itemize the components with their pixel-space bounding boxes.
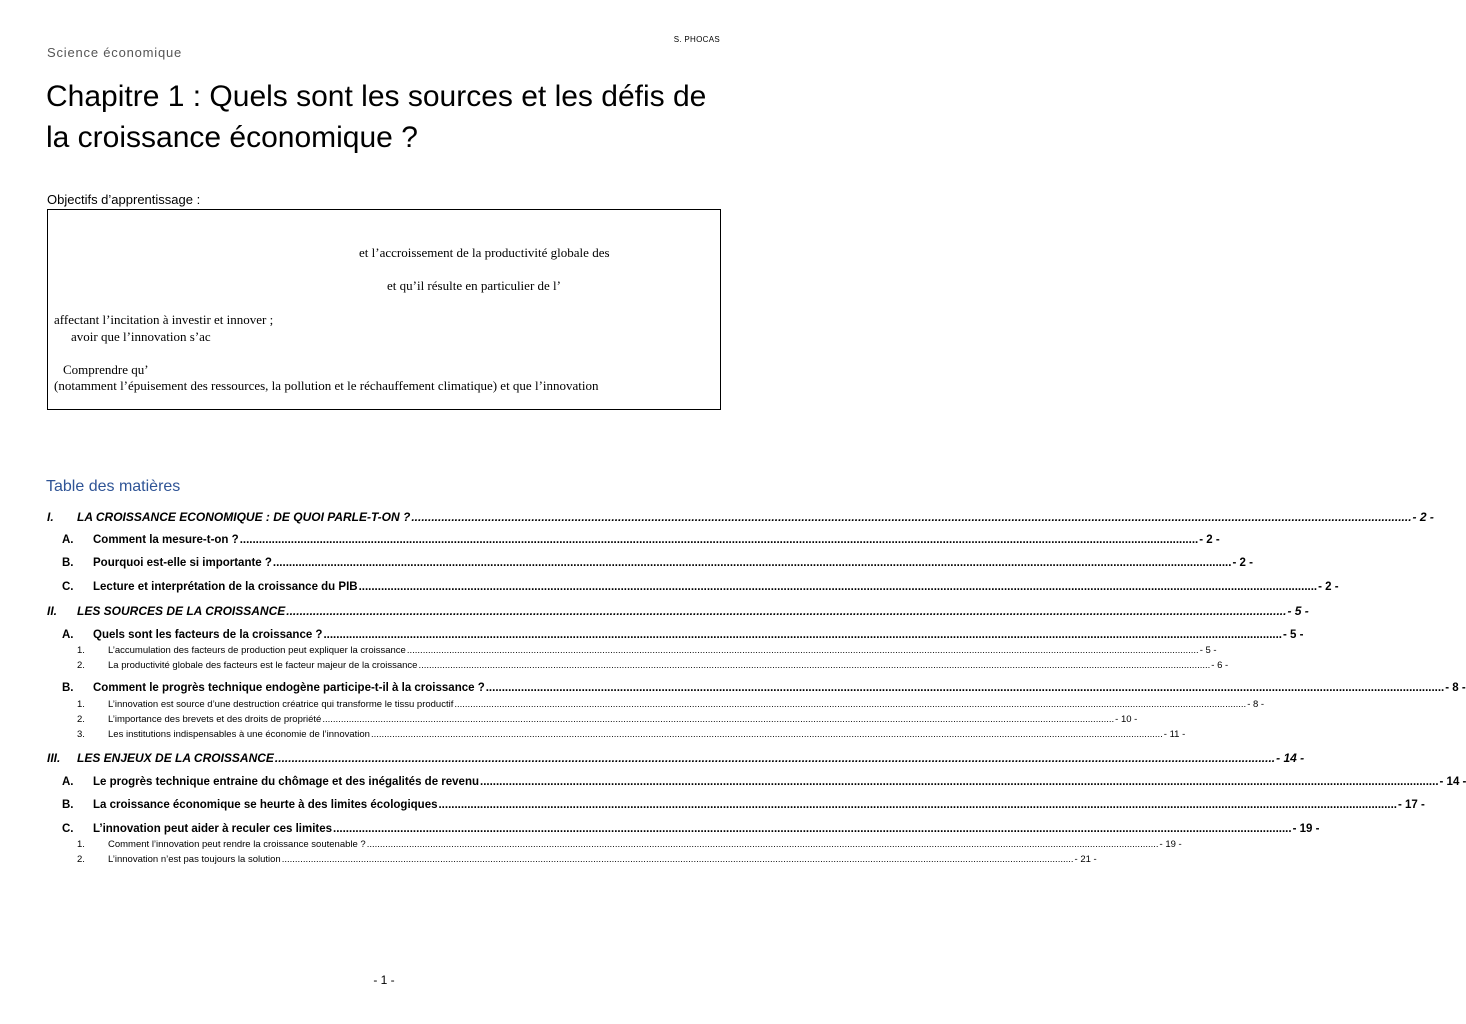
toc-entry-number: III. — [47, 751, 61, 765]
toc-entry[interactable] — [47, 604, 1309, 618]
toc-entry-text: L’innovation peut aider à reculer ces limites — [93, 823, 333, 835]
toc-entry[interactable] — [47, 629, 1304, 641]
toc-leader-dots: ............................................................................................................................................................................................................................................................................................................ — [485, 682, 1445, 694]
toc-entry-number: A. — [62, 629, 74, 641]
toc-entry-page: - 2 - — [1232, 557, 1253, 569]
toc-entry-number: 1. — [77, 839, 85, 850]
toc-entry-text: Les institutions indispensables à une économie de l’innovation — [108, 729, 370, 740]
toc-leader-dots: ............................................................................................................................................................................................................................................................................................................ — [454, 699, 1247, 710]
toc-leader-dots: ............................................................................................................................................................................................................................................................................................................ — [480, 776, 1439, 788]
toc-entry-text: Quels sont les facteurs de la croissance ? — [93, 629, 323, 641]
objectives-box — [47, 209, 721, 410]
toc-entry-page: - 11 - — [1163, 729, 1186, 740]
toc-entry-text: LES ENJEUX DE LA CROISSANCE — [77, 751, 274, 765]
toc-entry-text: L’innovation est source d’une destruction créatrice qui transforme le tissu productif — [108, 699, 454, 710]
toc-entry-text: L’accumulation des facteurs de production peut expliquer la croissance — [108, 645, 406, 656]
toc-entry-page: - 2 - — [1412, 510, 1434, 524]
toc-leader-dots: ............................................................................................................................................................................................................................................................................................................ — [274, 751, 1276, 765]
toc-leader-dots: ............................................................................................................................................................................................................................................................................................................ — [406, 645, 1199, 656]
page-number: - 1 - — [373, 973, 395, 987]
toc-entry-text: La croissance économique se heurte à des limites écologiques — [93, 799, 438, 811]
toc-entry-page: - 14 - — [1439, 776, 1466, 788]
objectives-label: Objectifs d’apprentissage : — [47, 192, 201, 207]
toc-entry[interactable] — [47, 823, 1320, 835]
toc-entry[interactable] — [47, 581, 1339, 593]
toc-entry-number: A. — [62, 776, 74, 788]
toc-entry-text: Lecture et interprétation de la croissance du PIB — [93, 581, 358, 593]
toc-leader-dots: ............................................................................................................................................................................................................................................................................................................ — [323, 629, 1282, 641]
toc-entry-page: - 2 - — [1199, 534, 1220, 546]
toc-leader-dots: ............................................................................................................................................................................................................................................................................................................ — [322, 714, 1115, 725]
toc-entry-page: - 17 - — [1398, 799, 1425, 811]
toc-entry-number: 3. — [77, 729, 85, 740]
toc-entry-number: C. — [62, 581, 74, 593]
toc-leader-dots: ............................................................................................................................................................................................................................................................................................................ — [411, 510, 1412, 524]
toc-entry-text: Pourquoi est-elle si importante ? — [93, 557, 272, 569]
toc-leader-dots: ............................................................................................................................................................................................................................................................................................................ — [370, 729, 1163, 740]
toc-entry[interactable] — [47, 699, 1265, 710]
toc-entry-number: 2. — [77, 660, 85, 671]
toc-entry[interactable] — [47, 534, 1220, 546]
toc-entry-text: Comment l’innovation peut rendre la croissance soutenable ? — [108, 839, 366, 850]
toc-leader-dots: ............................................................................................................................................................................................................................................................................................................ — [239, 534, 1199, 546]
toc-leader-dots: ............................................................................................................................................................................................................................................................................................................ — [366, 839, 1159, 850]
objective-line: et l’accroissement de la productivité globale des — [359, 245, 610, 260]
toc-entry-text: Comment le progrès technique endogène participe-t-il à la croissance ? — [93, 682, 485, 694]
toc-entry-text: LA CROISSANCE ECONOMIQUE : DE QUOI PARLE-T-ON ? — [77, 510, 411, 524]
toc-entry-page: - 14 - — [1276, 751, 1305, 765]
toc-entry-page: - 19 - — [1159, 839, 1182, 850]
objective-line: Comprendre qu’ — [63, 362, 149, 377]
subject-label: Science économique — [47, 45, 183, 60]
toc-leader-dots: ............................................................................................................................................................................................................................................................................................................ — [438, 799, 1398, 811]
author-header: S. PHOCAS — [673, 35, 720, 44]
toc-entry-number: I. — [47, 510, 54, 524]
toc-entry-text: La productivité globale des facteurs est le facteur majeur de la croissance — [108, 660, 418, 671]
toc-entry-text: Le progrès technique entraine du chômage et des inégalités de revenu — [93, 776, 479, 788]
toc-entry-number: 2. — [77, 854, 85, 865]
toc-entry-number: B. — [62, 682, 74, 694]
toc-entry-number: C. — [62, 823, 74, 835]
toc-entry[interactable] — [47, 510, 1434, 524]
toc-entry-text: L’innovation n’est pas toujours la solution — [108, 854, 281, 865]
toc-entry-page: - 5 - — [1199, 645, 1217, 656]
toc-leader-dots: ............................................................................................................................................................................................................................................................................................................ — [286, 604, 1287, 618]
toc-entry[interactable] — [47, 714, 1138, 725]
objective-line: (notamment l’épuisement des ressources, la pollution et le réchauffement climatique) et que l’innovation — [54, 378, 599, 393]
toc-entry-number: 1. — [77, 699, 85, 710]
toc-entry-page: - 19 - — [1292, 823, 1320, 835]
toc-entry-number: II. — [47, 604, 58, 618]
toc-entry-text: LES SOURCES DE LA CROISSANCE — [77, 604, 286, 618]
toc-entry[interactable] — [47, 682, 1466, 694]
toc-entry[interactable] — [47, 854, 1097, 865]
toc-entry-text: Comment la mesure-t-on ? — [93, 534, 239, 546]
toc-leader-dots: ............................................................................................................................................................................................................................................................................................................ — [281, 854, 1074, 865]
toc-entry-page: - 2 - — [1318, 581, 1339, 593]
toc-entry[interactable] — [47, 799, 1425, 811]
toc-leader-dots: ............................................................................................................................................................................................................................................................................................................ — [358, 581, 1318, 593]
toc-entry-page: - 21 - — [1074, 854, 1097, 865]
toc-entry-page: - 8 - — [1247, 699, 1265, 710]
toc-entry-number: B. — [62, 799, 74, 811]
toc-entry-page: - 5 - — [1283, 629, 1304, 641]
toc-entry-number: B. — [62, 557, 74, 569]
objective-line: et qu’il résulte en particulier de l’ — [387, 278, 561, 293]
page-title: Chapitre 1 : Quels sont les sources et les défis de la croissance économique ? — [46, 80, 707, 154]
toc-entry[interactable] — [47, 645, 1217, 656]
toc-leader-dots: ............................................................................................................................................................................................................................................................................................................ — [272, 557, 1232, 569]
toc-entry[interactable] — [47, 751, 1305, 765]
toc-entry-text: L’importance des brevets et des droits de propriété — [108, 714, 322, 725]
toc-entry-number: 2. — [77, 714, 85, 725]
toc-entry-number: A. — [62, 534, 74, 546]
toc-entry-number: 1. — [77, 645, 85, 656]
toc-entry[interactable] — [47, 839, 1182, 850]
objective-line: avoir que l’innovation s’ac — [71, 329, 211, 344]
objective-line: affectant l’incitation à investir et innover ; — [54, 312, 274, 327]
toc-entry[interactable] — [47, 557, 1253, 569]
toc-heading: Table des matières — [46, 478, 181, 495]
toc-leader-dots: ............................................................................................................................................................................................................................................................................................................ — [333, 823, 1292, 835]
toc-entry[interactable] — [47, 729, 1186, 740]
toc-leader-dots: ............................................................................................................................................................................................................................................................................................................ — [418, 660, 1211, 671]
toc-entry-page: - 10 - — [1115, 714, 1138, 725]
toc-entry-page: - 5 - — [1287, 604, 1309, 618]
toc-entry-page: - 8 - — [1445, 682, 1466, 694]
toc-entry[interactable] — [47, 776, 1466, 788]
toc-entry[interactable] — [47, 660, 1229, 671]
toc-entry-page: - 6 - — [1211, 660, 1229, 671]
